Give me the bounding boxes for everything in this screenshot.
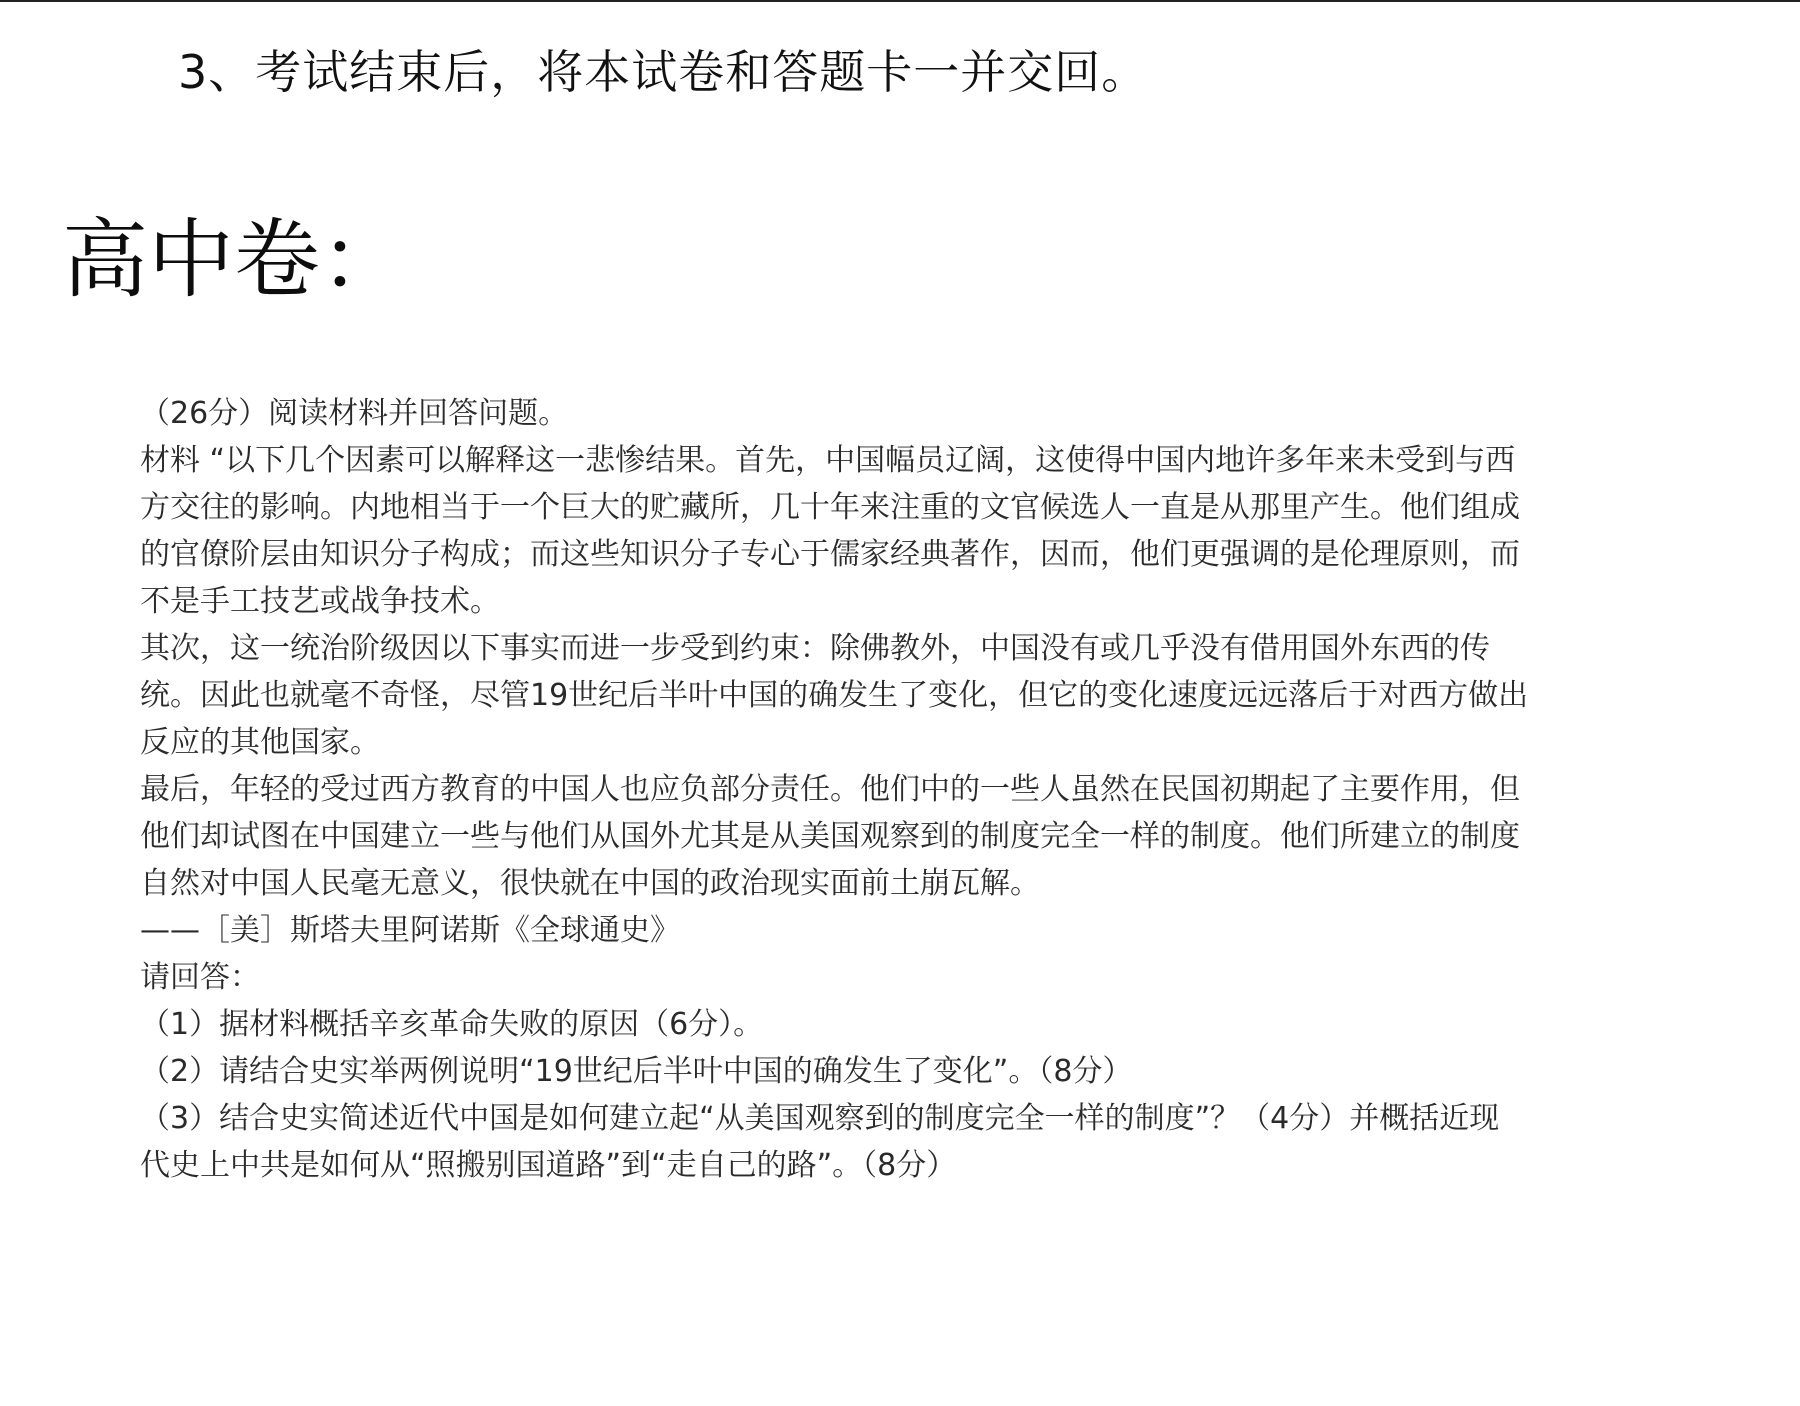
question-block — [140, 390, 1600, 1189]
answer-prompt: 请回答： — [140, 960, 260, 995]
material-line: 反应的其他国家。 — [140, 725, 380, 760]
material-line: 统。因此也就毫不奇怪，尽管19世纪后半叶中国的确发生了变化，但它的变化速度远远落后于对西方做出 — [140, 678, 1529, 713]
top-border-line — [0, 0, 1800, 2]
exam-instruction: 3、考试结束后，将本试卷和答题卡一并交回。 — [178, 45, 1149, 99]
material-source: ——［美］斯塔夫里阿诺斯《全球通史》 — [140, 913, 680, 948]
subquestion-3: （3）结合史实简述近代中国是如何建立起“从美国观察到的制度完全一样的制度”？（4分）并概括近现 — [140, 1101, 1500, 1136]
material-line: 方交往的影响。内地相当于一个巨大的贮藏所，几十年来注重的文官候选人一直是从那里产生。他们组成 — [140, 490, 1520, 525]
material-line: 最后，年轻的受过西方教育的中国人也应负部分责任。他们中的一些人虽然在民国初期起了主要作用，但 — [140, 772, 1520, 807]
subquestion-2: （2）请结合史实举两例说明“19世纪后半叶中国的确发生了变化”。（8分） — [140, 1054, 1133, 1089]
material-line: 不是手工技艺或战争技术。 — [140, 584, 500, 619]
subquestion-3-continued: 代史上中共是如何从“照搬别国道路”到“走自己的路”。（8分） — [140, 1148, 957, 1183]
material-line: 的官僚阶层由知识分子构成；而这些知识分子专心于儒家经典著作，因而，他们更强调的是伦理原则，而 — [140, 537, 1520, 572]
material-line: 材料 “以下几个因素可以解释这一悲惨结果。首先，中国幅员辽阔，这使得中国内地许多年来未受到与西 — [140, 443, 1516, 478]
material-line: 他们却试图在中国建立一些与他们从国外尤其是从美国观察到的制度完全一样的制度。他们所建立的制度 — [140, 819, 1520, 854]
material-line: 其次，这一统治阶级因以下事实而进一步受到约束：除佛教外，中国没有或几乎没有借用国外东西的传 — [140, 631, 1490, 666]
material-line: 自然对中国人民毫无意义，很快就在中国的政治现实面前土崩瓦解。 — [140, 866, 1040, 901]
section-title: 高中卷： — [62, 210, 406, 310]
question-header: （26分）阅读材料并回答问题。 — [140, 396, 569, 431]
subquestion-1: （1）据材料概括辛亥革命失败的原因（6分）。 — [140, 1007, 764, 1042]
